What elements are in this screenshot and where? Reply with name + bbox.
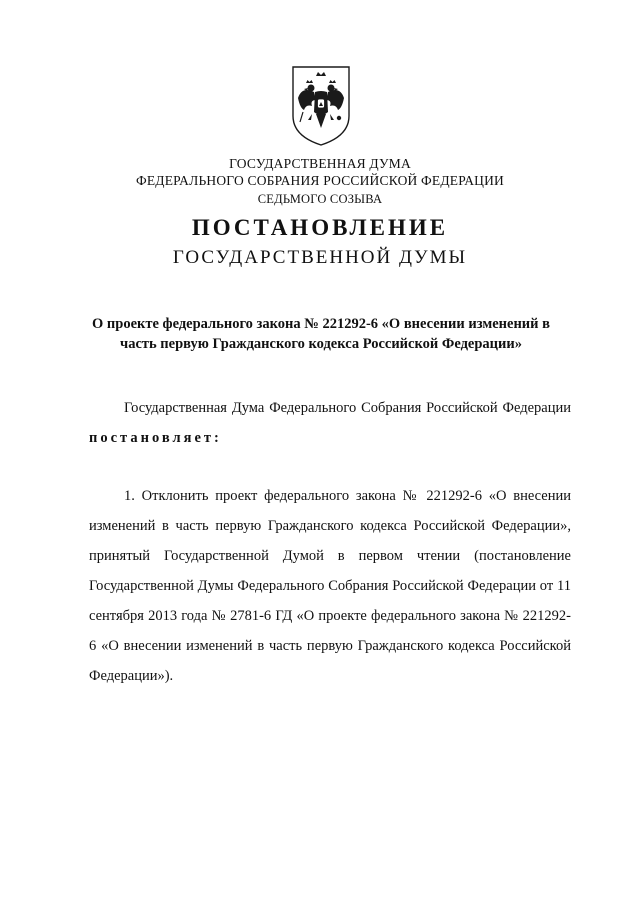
intro-verb: постановляет: bbox=[89, 430, 222, 446]
org-name-line-1: ГОСУДАРСТВЕННАЯ ДУМА bbox=[229, 156, 411, 171]
document-issuer: ГОСУДАРСТВЕННОЙ ДУМЫ bbox=[172, 247, 468, 268]
coat-of-arms-icon bbox=[290, 64, 352, 148]
resolution-intro bbox=[89, 393, 571, 453]
document-subject: О проекте федерального закона № 221292-6 «О внесении изменений в часть первую Гражданского кодекса Российской Федерации» bbox=[92, 316, 550, 352]
intro-text: Государственная Дума Федерального Собрания Российской Федерации bbox=[124, 400, 571, 416]
document-type-title: ПОСТАНОВЛЕНИЕ bbox=[191, 215, 449, 240]
resolution-item-1: 1. Отклонить проект федерального закона № 221292-6 «О внесении изменений в часть первую Гражданского кодекса Российской Федерации», принятый Государственной Думой в первом чтении (постановление Государственной Думы Федерального Собрания Российской Федерации от 11 сентября 2013 года № 2781-6 ГД «О проекте федерального закона № 221292-6 «О внесении изменений в часть первую Гражданского кодекса Российской Федерации»). bbox=[89, 488, 571, 684]
org-name-line-2: ФЕДЕРАЛЬНОГО СОБРАНИЯ РОССИЙСКОЙ ФЕДЕРАЦИИ bbox=[136, 173, 504, 188]
double-headed-eagle-icon bbox=[290, 64, 352, 148]
convocation-line: СЕДЬМОГО СОЗЫВА bbox=[257, 192, 383, 206]
